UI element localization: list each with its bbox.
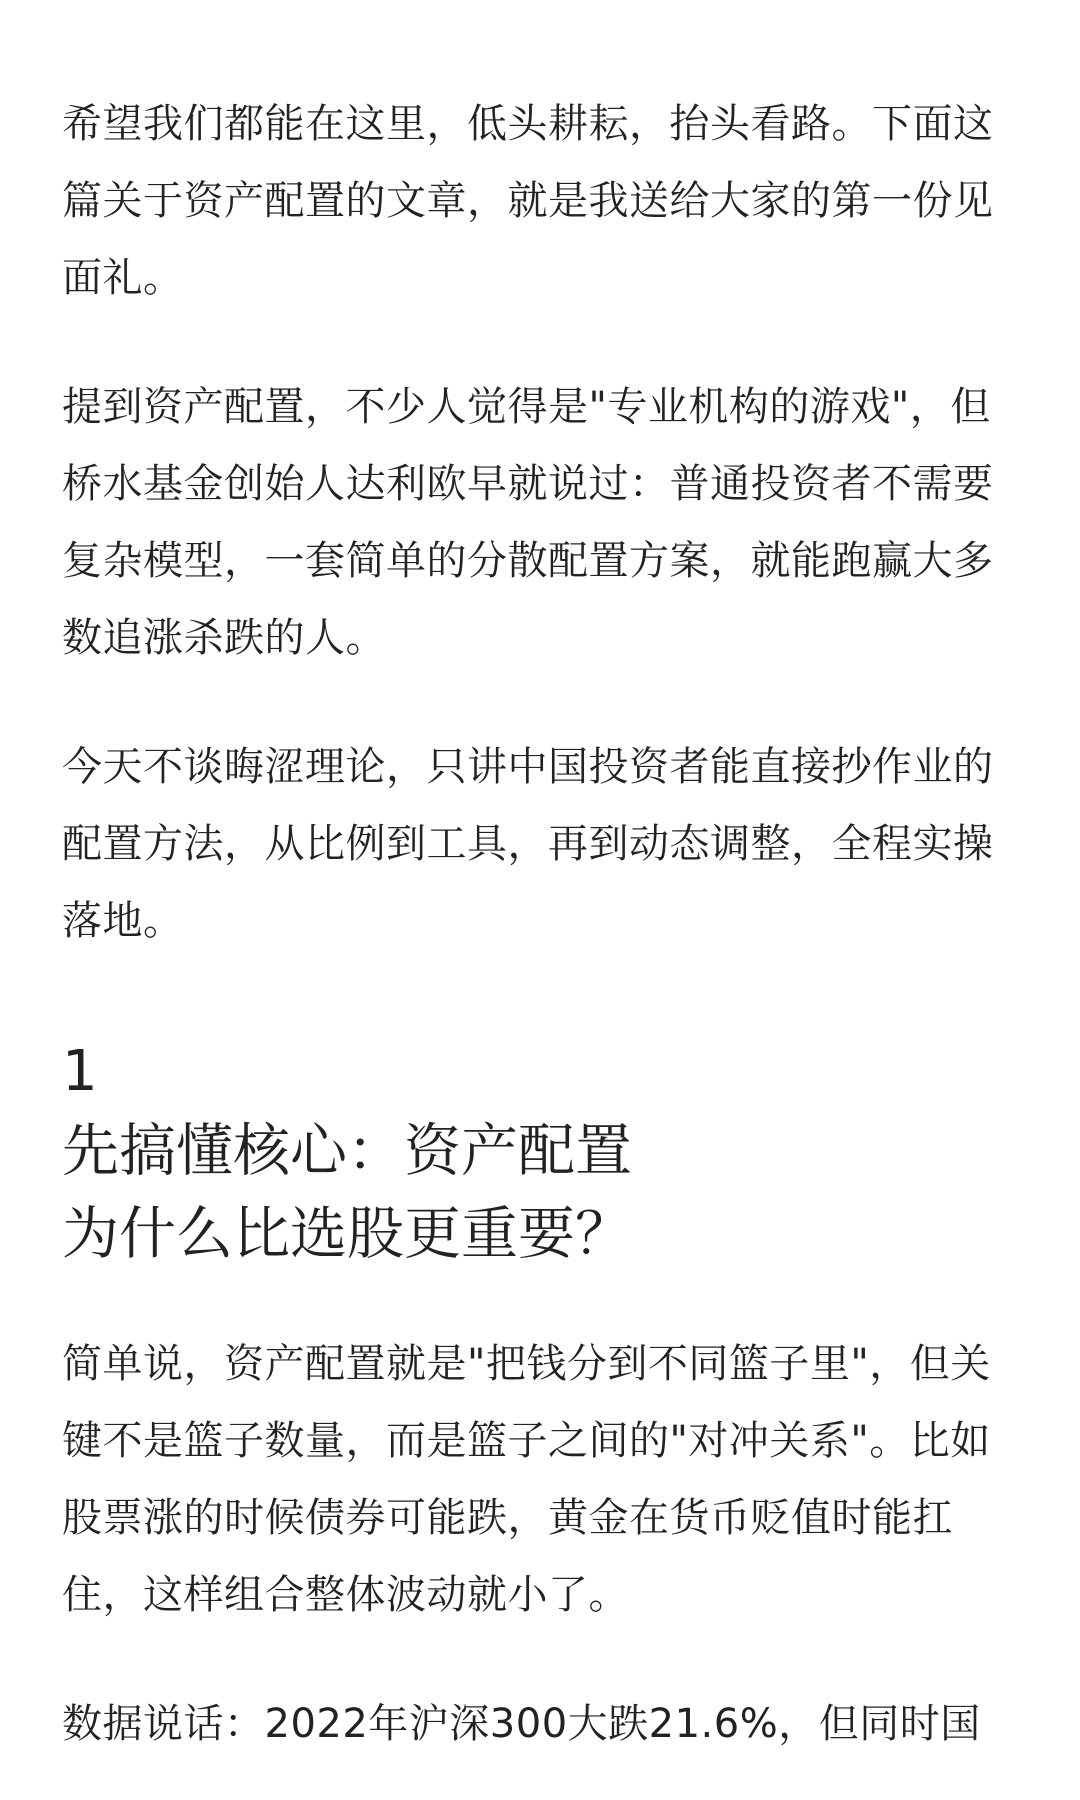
section-title-line-1: 先搞懂核心：资产配置: [62, 1118, 632, 1184]
section-title-line-2: 为什么比选股更重要？: [62, 1201, 632, 1267]
intro-paragraph-3: 今天不谈晦涩理论，只讲中国投资者能直接抄作业的配置方法，从比例到工具，再到动态调整，全程实操落地。: [62, 744, 994, 944]
article-body: [62, 86, 1028, 1763]
section-1-heading: [62, 1034, 1028, 1276]
intro-paragraph-1: 希望我们都能在这里，低头耕耘，抬头看路。下面这篇关于资产配置的文章，就是我送给大家的第一份见面礼。: [62, 101, 994, 301]
section-paragraph-2: 数据说话：2022年沪深300大跌21.6%，但同时国: [62, 1701, 981, 1747]
section-number: 1: [62, 1039, 98, 1104]
intro-paragraph-2: 提到资产配置，不少人觉得是"专业机构的游戏"，但桥水基金创始人达利欧早就说过：普通投资者不需要复杂模型，一套简单的分散配置方案，就能跑赢大多数追涨杀跌的人。: [62, 384, 994, 661]
section-title: [62, 1110, 1028, 1276]
section-paragraph-1: 简单说，资产配置就是"把钱分到不同篮子里"，但关键不是篮子数量，而是篮子之间的"对冲关系"。比如股票涨的时候债券可能跌，黄金在货币贬值时能扛住，这样组合整体波动就小了。: [62, 1341, 991, 1618]
